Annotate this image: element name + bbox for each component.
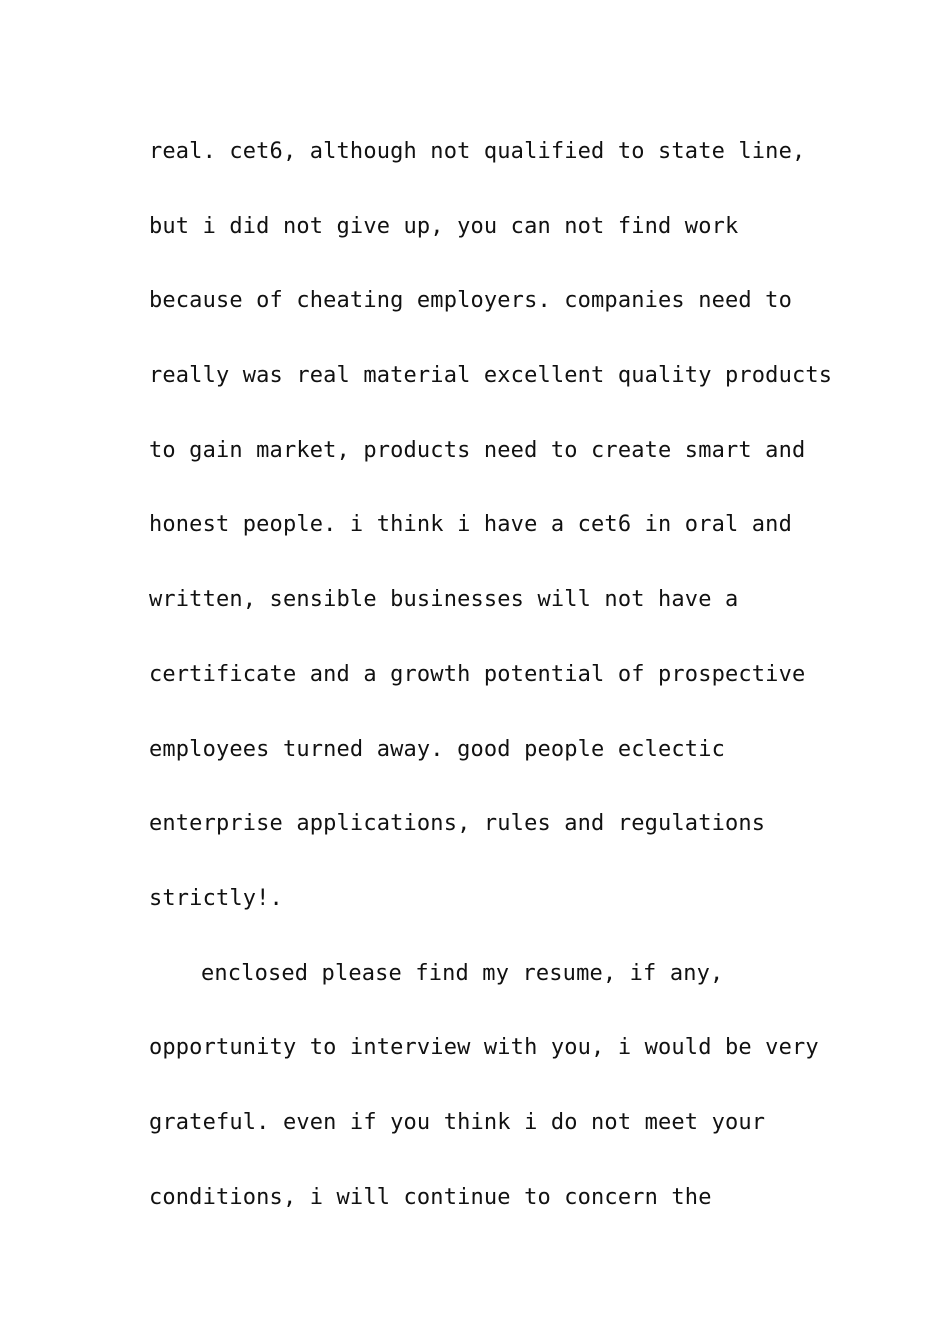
- text-line: to gain market, products need to create smart and: [149, 437, 806, 463]
- text-line: enterprise applications, rules and regulations: [149, 811, 766, 837]
- document-body: [149, 133, 833, 1253]
- text-line: conditions, i will continue to concern the: [149, 1184, 712, 1210]
- text-line: opportunity to interview with you, i would be very: [149, 1035, 819, 1061]
- text-line: certificate and a growth potential of prospective: [149, 661, 806, 687]
- paragraph-start-line: enclosed please find my resume, if any,: [201, 960, 724, 986]
- text-line: employees turned away. good people eclectic: [149, 736, 725, 762]
- text-line: really was real material excellent quality products: [149, 363, 833, 389]
- text-line: grateful. even if you think i do not meet your: [149, 1109, 766, 1135]
- text-line: real. cet6, although not qualified to state line,: [149, 139, 806, 164]
- text-line: honest people. i think i have a cet6 in oral and: [149, 512, 792, 538]
- text-line: but i did not give up, you can not find work: [149, 213, 739, 239]
- text-line: because of cheating employers. companies need to: [149, 288, 792, 314]
- text-line: strictly!.: [149, 885, 283, 911]
- text-line: written, sensible businesses will not have a: [149, 587, 739, 613]
